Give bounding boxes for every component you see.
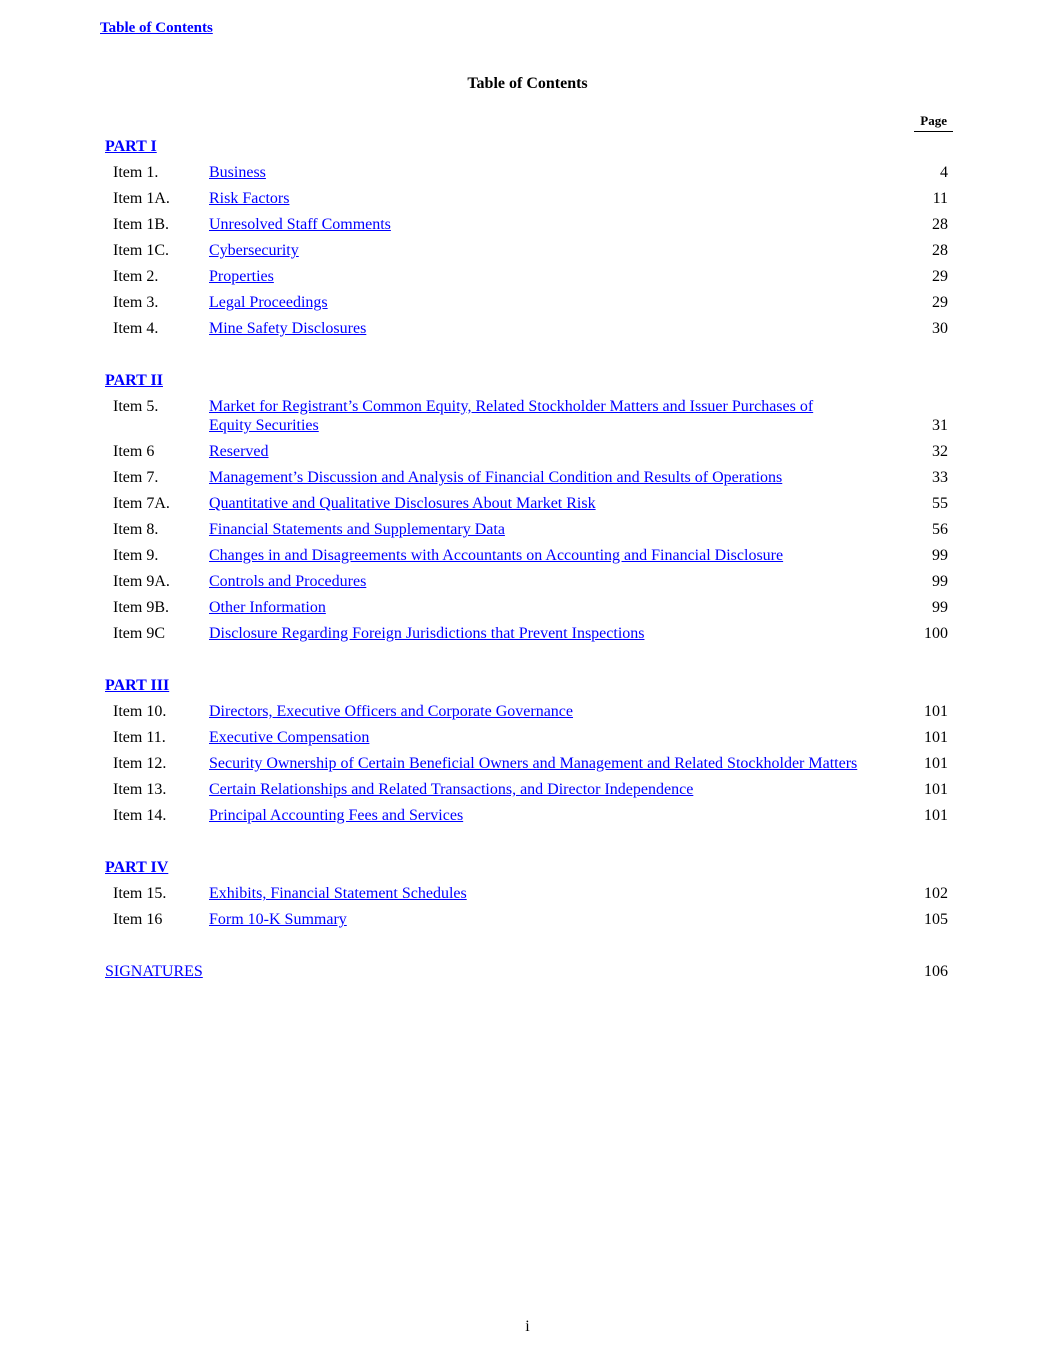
signatures-page-number: 106 (924, 963, 948, 980)
toc-item-link[interactable]: Security Ownership of Certain Beneficial Owners and Management and Related Stockholder Matters (209, 755, 858, 772)
part-items (105, 881, 953, 933)
toc-top-link[interactable]: Table of Contents (100, 20, 213, 36)
toc-item-link[interactable]: Directors, Executive Officers and Corporate Governance (209, 703, 573, 720)
toc-item-title-line: Equity Securities (209, 417, 319, 434)
toc-item-link[interactable]: Mine Safety Disclosures (209, 320, 367, 337)
toc-row (105, 439, 953, 465)
toc-item-number: Item 7A. (113, 495, 170, 512)
toc-row (105, 621, 953, 647)
part-items (105, 699, 953, 829)
part-items (105, 160, 953, 342)
toc-row (105, 595, 953, 621)
toc-item-link[interactable]: Disclosure Regarding Foreign Jurisdictions that Prevent Inspections (209, 625, 645, 642)
toc-row (105, 212, 953, 238)
toc-row (105, 290, 953, 316)
toc-item-page: 56 (932, 521, 948, 538)
part-heading-link[interactable]: PART II (105, 372, 163, 389)
toc-item-link[interactable]: Legal Proceedings (209, 294, 328, 311)
toc-item-number: Item 9A. (113, 573, 170, 590)
toc-item-number: Item 1A. (113, 190, 170, 207)
part-heading (105, 368, 953, 394)
toc-item-page: 31 (932, 417, 948, 434)
toc-item-number: Item 9C (113, 625, 165, 642)
toc-row (105, 881, 953, 907)
toc-item-page: 29 (932, 268, 948, 285)
toc-item-page: 28 (932, 242, 948, 259)
toc-row (105, 186, 953, 212)
toc-item-number: Item 15. (113, 885, 167, 902)
toc-row (105, 699, 953, 725)
toc-row (105, 803, 953, 829)
toc-item-number: Item 11. (113, 729, 166, 746)
part-heading-link[interactable]: PART I (105, 138, 157, 155)
table-of-contents (105, 112, 953, 985)
toc-item-link[interactable]: Principal Accounting Fees and Services (209, 807, 464, 824)
toc-item-link[interactable] (209, 397, 897, 435)
toc-item-number: Item 16 (113, 911, 163, 928)
toc-row (105, 264, 953, 290)
toc-item-number: Item 5. (113, 398, 159, 415)
toc-row (105, 491, 953, 517)
toc-item-number: Item 4. (113, 320, 159, 337)
toc-item-number: Item 8. (113, 521, 159, 538)
toc-item-page: 99 (932, 547, 948, 564)
toc-row (105, 543, 953, 569)
toc-item-page: 99 (932, 573, 948, 590)
toc-item-page: 101 (924, 755, 948, 772)
toc-item-link[interactable]: Unresolved Staff Comments (209, 216, 391, 233)
toc-item-link[interactable]: Properties (209, 268, 274, 285)
toc-item-page: 101 (924, 807, 948, 824)
toc-row (105, 238, 953, 264)
toc-item-link[interactable]: Exhibits, Financial Statement Schedules (209, 885, 467, 902)
toc-item-page: 101 (924, 729, 948, 746)
toc-row (105, 751, 953, 777)
toc-item-number: Item 3. (113, 294, 159, 311)
page-column-header: Page (914, 113, 953, 132)
toc-item-number: Item 1B. (113, 216, 169, 233)
toc-row (105, 569, 953, 595)
toc-item-number: Item 9B. (113, 599, 169, 616)
toc-item-number: Item 6 (113, 443, 155, 460)
document-title: Table of Contents (467, 75, 588, 92)
part-block (105, 368, 953, 647)
toc-item-link[interactable]: Reserved (209, 443, 269, 460)
page-column-header-row (105, 112, 953, 132)
signatures-row (105, 959, 953, 985)
toc-item-link[interactable]: Changes in and Disagreements with Accountants on Accounting and Financial Disclosure (209, 547, 784, 564)
toc-item-number: Item 10. (113, 703, 167, 720)
part-heading (105, 855, 953, 881)
toc-item-link[interactable]: Executive Compensation (209, 729, 370, 746)
toc-item-title-line: Market for Registrant’s Common Equity, Related Stockholder Matters and Issuer Purchases of (209, 398, 814, 415)
toc-item-page: 101 (924, 781, 948, 798)
toc-item-page: 33 (932, 469, 948, 486)
toc-item-number: Item 14. (113, 807, 167, 824)
part-block (105, 855, 953, 933)
toc-item-page: 102 (924, 885, 948, 902)
toc-row (105, 394, 953, 439)
toc-item-link[interactable]: Certain Relationships and Related Transactions, and Director Independence (209, 781, 694, 798)
toc-item-number: Item 12. (113, 755, 167, 772)
toc-item-number: Item 9. (113, 547, 159, 564)
toc-row (105, 316, 953, 342)
toc-row (105, 777, 953, 803)
toc-item-number: Item 2. (113, 268, 159, 285)
toc-row (105, 517, 953, 543)
toc-item-number: Item 13. (113, 781, 167, 798)
toc-item-page: 28 (932, 216, 948, 233)
part-block (105, 134, 953, 342)
part-heading (105, 134, 953, 160)
part-heading-link[interactable]: PART IV (105, 859, 169, 876)
toc-item-page: 99 (932, 599, 948, 616)
toc-item-link[interactable]: Form 10-K Summary (209, 911, 347, 928)
toc-item-page: 29 (932, 294, 948, 311)
part-block (105, 673, 953, 829)
toc-row (105, 725, 953, 751)
part-items (105, 394, 953, 647)
toc-item-page: 4 (940, 164, 948, 181)
footer-page-number: i (525, 1318, 530, 1335)
toc-item-link[interactable]: Risk Factors (209, 190, 290, 207)
toc-item-link[interactable]: Business (209, 164, 266, 181)
toc-item-link[interactable]: Management’s Discussion and Analysis of Financial Condition and Results of Operations (209, 469, 783, 486)
toc-item-link[interactable]: Quantitative and Qualitative Disclosures About Market Risk (209, 495, 596, 512)
toc-body (105, 134, 953, 933)
toc-item-number: Item 1. (113, 164, 159, 181)
toc-item-number: Item 1C. (113, 242, 169, 259)
part-heading (105, 673, 953, 699)
toc-item-page: 30 (932, 320, 948, 337)
toc-item-link[interactable]: Cybersecurity (209, 242, 299, 259)
toc-item-link[interactable]: Controls and Procedures (209, 573, 367, 590)
toc-item-link[interactable]: Other Information (209, 599, 326, 616)
toc-row (105, 907, 953, 933)
toc-row (105, 160, 953, 186)
signatures-link[interactable]: SIGNATURES (105, 963, 203, 980)
toc-item-number: Item 7. (113, 469, 159, 486)
part-heading-link[interactable]: PART III (105, 677, 170, 694)
toc-row (105, 465, 953, 491)
toc-item-page: 55 (932, 495, 948, 512)
toc-item-page: 11 (932, 190, 948, 207)
toc-item-page: 32 (932, 443, 948, 460)
toc-item-page: 105 (924, 911, 948, 928)
toc-item-page: 101 (924, 703, 948, 720)
toc-item-link[interactable]: Financial Statements and Supplementary Data (209, 521, 505, 538)
toc-item-page: 100 (924, 625, 948, 642)
